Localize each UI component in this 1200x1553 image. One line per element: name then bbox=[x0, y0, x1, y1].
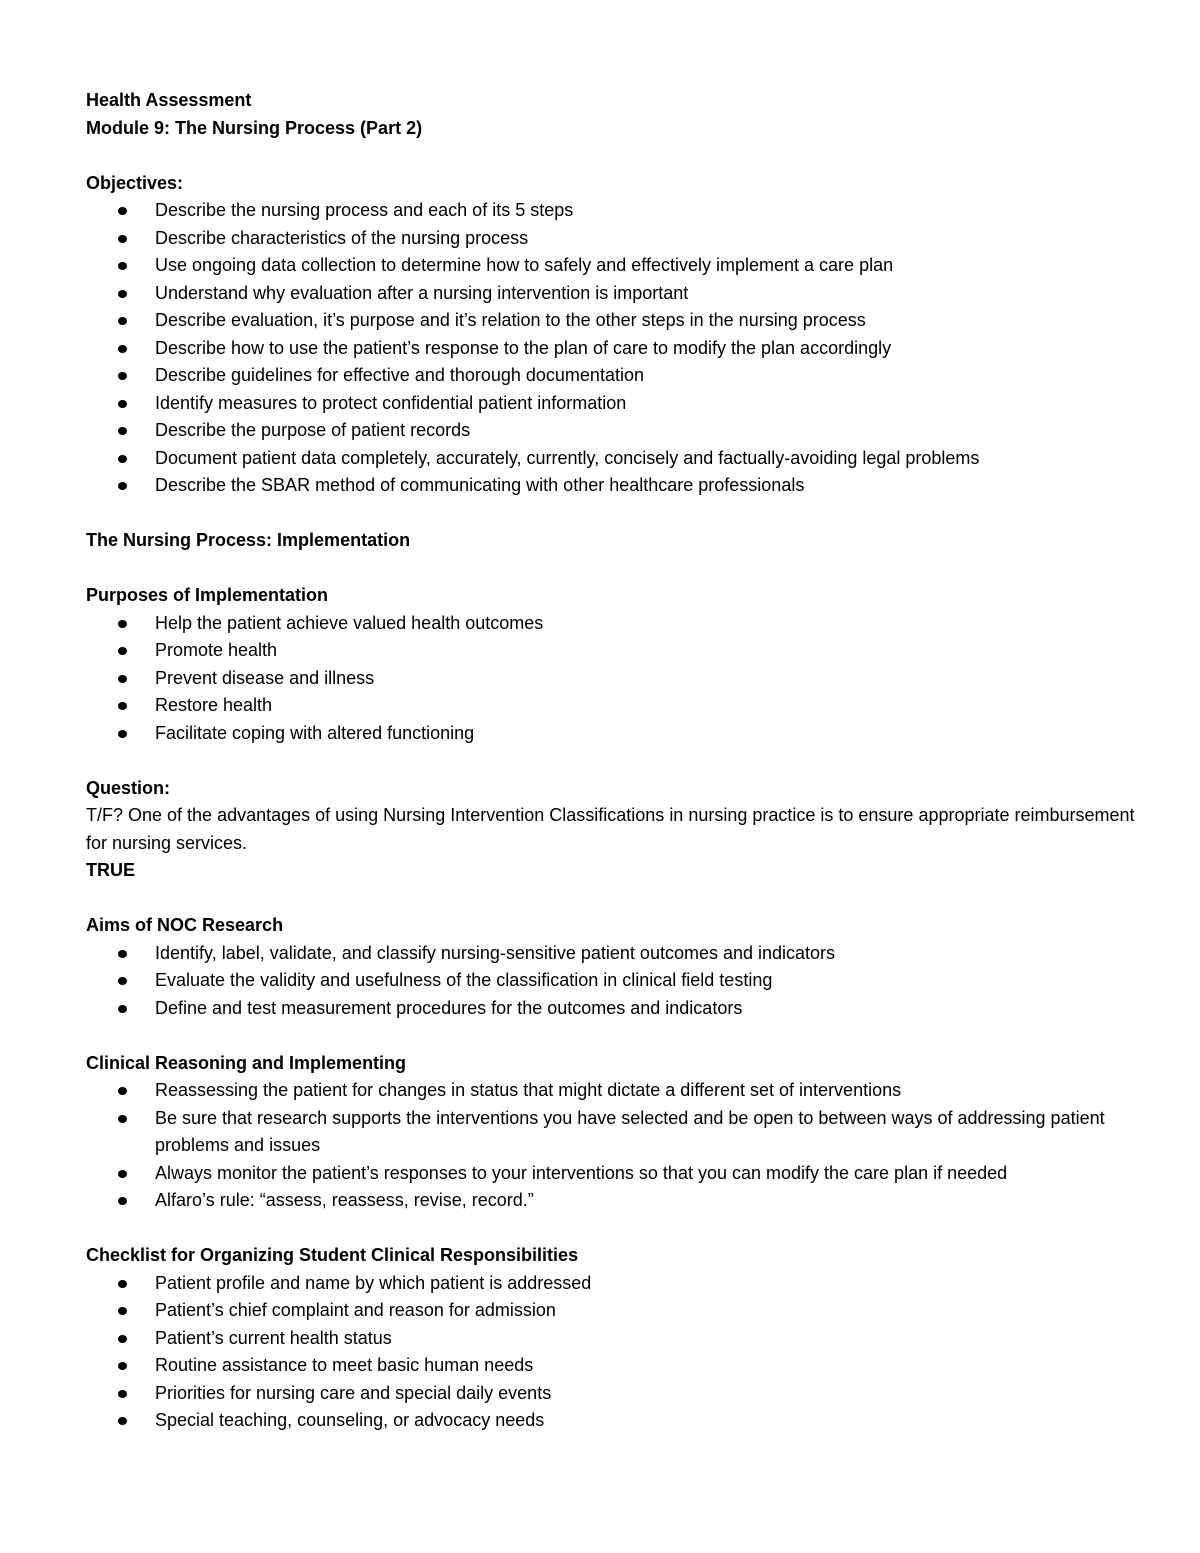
spacer bbox=[86, 1215, 1136, 1243]
question-text: T/F? One of the advantages of using Nursing Intervention Classifications in nursing practice is to ensure appropriate reimbursement for nursing services. bbox=[86, 805, 1135, 853]
list-item: Patient profile and name by which patient is addressed bbox=[86, 1270, 1136, 1298]
list-item: Document patient data completely, accurately, currently, concisely and factually-avoiding legal problems bbox=[86, 445, 1136, 473]
question-heading: Question: bbox=[86, 777, 170, 798]
bullet-icon bbox=[118, 345, 127, 353]
list-item: Describe the purpose of patient records bbox=[86, 417, 1136, 445]
bullet-icon bbox=[118, 207, 127, 215]
list-item: Describe evaluation, it’s purpose and it’s relation to the other steps in the nursing process bbox=[86, 307, 1136, 335]
list-item: Restore health bbox=[86, 692, 1136, 720]
list-item: Identify measures to protect confidential patient information bbox=[86, 390, 1136, 418]
bullet-icon bbox=[118, 647, 127, 655]
bullet-icon bbox=[118, 262, 127, 270]
bullet-icon bbox=[118, 455, 127, 463]
bullet-icon bbox=[118, 1280, 127, 1288]
spacer bbox=[86, 885, 1136, 913]
list-item: Use ongoing data collection to determine how to safely and effectively implement a care plan bbox=[86, 252, 1136, 280]
bullet-icon bbox=[118, 1307, 127, 1315]
bullet-icon bbox=[118, 950, 127, 958]
list-item: Describe the SBAR method of communicating with other healthcare professionals bbox=[86, 472, 1136, 500]
list-item: Understand why evaluation after a nursing intervention is important bbox=[86, 280, 1136, 308]
list-item: Always monitor the patient’s responses to your interventions so that you can modify the care plan if needed bbox=[86, 1160, 1136, 1188]
list-item: Describe how to use the patient’s response to the plan of care to modify the plan accordingly bbox=[86, 335, 1136, 363]
checklist-list bbox=[86, 1270, 1136, 1435]
list-item: Priorities for nursing care and special daily events bbox=[86, 1380, 1136, 1408]
list-item: Identify, label, validate, and classify nursing-sensitive patient outcomes and indicators bbox=[86, 940, 1136, 968]
bullet-icon bbox=[118, 977, 127, 985]
noc-heading: Aims of NOC Research bbox=[86, 915, 284, 935]
document-body bbox=[86, 87, 1136, 1435]
bullet-icon bbox=[118, 675, 127, 683]
noc-list bbox=[86, 940, 1136, 1023]
question-answer: TRUE bbox=[86, 860, 135, 880]
bullet-icon bbox=[118, 400, 127, 408]
bullet-icon bbox=[118, 1417, 127, 1425]
list-item: Define and test measurement procedures for the outcomes and indicators bbox=[86, 995, 1136, 1023]
list-item: Facilitate coping with altered functioning bbox=[86, 720, 1136, 748]
bullet-icon bbox=[118, 1390, 127, 1398]
list-item: Special teaching, counseling, or advocacy needs bbox=[86, 1407, 1136, 1435]
bullet-icon bbox=[118, 290, 127, 298]
list-item: Patient’s chief complaint and reason for admission bbox=[86, 1297, 1136, 1325]
bullet-icon bbox=[118, 1197, 127, 1205]
spacer bbox=[86, 500, 1136, 528]
bullet-icon bbox=[118, 1362, 127, 1370]
list-item: Describe characteristics of the nursing process bbox=[86, 225, 1136, 253]
purposes-list bbox=[86, 610, 1136, 748]
spacer bbox=[86, 555, 1136, 583]
list-item: Describe the nursing process and each of its 5 steps bbox=[86, 197, 1136, 225]
list-item: Routine assistance to meet basic human needs bbox=[86, 1352, 1136, 1380]
module-title: Module 9: The Nursing Process (Part 2) bbox=[86, 117, 423, 138]
list-item: Patient’s current health status bbox=[86, 1325, 1136, 1353]
bullet-icon bbox=[118, 730, 127, 738]
checklist-heading: Checklist for Organizing Student Clinical Responsibilities bbox=[86, 1245, 579, 1265]
objectives-heading: Objectives: bbox=[86, 172, 184, 193]
bullet-icon bbox=[118, 317, 127, 325]
list-item: Evaluate the validity and usefulness of the classification in clinical field testing bbox=[86, 967, 1136, 995]
bullet-icon bbox=[118, 235, 127, 243]
bullet-icon bbox=[118, 1087, 127, 1095]
list-item: Alfaro’s rule: “assess, reassess, revise, record.” bbox=[86, 1187, 1136, 1215]
list-item: Prevent disease and illness bbox=[86, 665, 1136, 693]
implementation-heading: The Nursing Process: Implementation bbox=[86, 530, 411, 550]
spacer bbox=[86, 747, 1136, 775]
objectives-list bbox=[86, 197, 1136, 500]
bullet-icon bbox=[118, 702, 127, 710]
list-item: Describe guidelines for effective and thorough documentation bbox=[86, 362, 1136, 390]
bullet-icon bbox=[118, 1170, 127, 1178]
bullet-icon bbox=[118, 372, 127, 380]
list-item: Help the patient achieve valued health outcomes bbox=[86, 610, 1136, 638]
list-item: Reassessing the patient for changes in status that might dictate a different set of interventions bbox=[86, 1077, 1136, 1105]
bullet-icon bbox=[118, 1335, 127, 1343]
bullet-icon bbox=[118, 1005, 127, 1013]
spacer bbox=[86, 142, 1136, 170]
bullet-icon bbox=[118, 427, 127, 435]
clinical-heading: Clinical Reasoning and Implementing bbox=[86, 1052, 407, 1073]
bullet-icon bbox=[118, 1115, 127, 1123]
bullet-icon bbox=[118, 620, 127, 628]
list-item: Be sure that research supports the interventions you have selected and be open to between ways of addressing patient problems and issues bbox=[86, 1105, 1136, 1160]
bullet-icon bbox=[118, 482, 127, 490]
clinical-list bbox=[86, 1077, 1136, 1215]
purposes-heading: Purposes of Implementation bbox=[86, 585, 329, 605]
course-title: Health Assessment bbox=[86, 90, 252, 110]
list-item: Promote health bbox=[86, 637, 1136, 665]
spacer bbox=[86, 1022, 1136, 1050]
